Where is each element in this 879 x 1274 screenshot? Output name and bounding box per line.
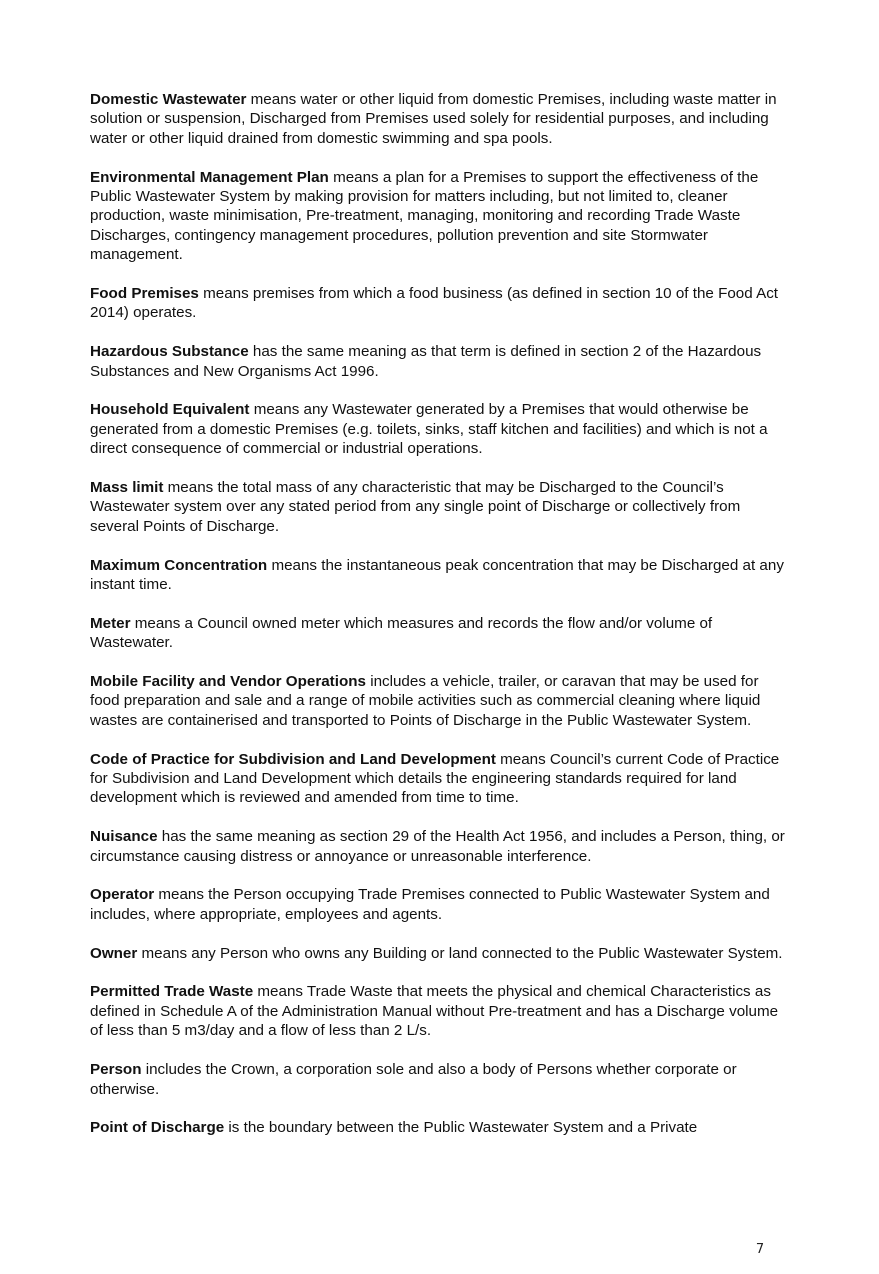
definition-term: Code of Practice for Subdivision and Land Development [90,750,496,768]
definition-nuisance [90,827,792,866]
definition-permitted-trade-waste [90,982,792,1040]
definition-term: Meter [90,614,131,632]
definition-text: includes the Crown, a corporation sole and also a body of Persons whether corporate or otherwise. [90,1061,737,1098]
definition-hazardous-substance [90,342,792,381]
definition-term: Mobile Facility and Vendor Operations [90,673,366,691]
definition-household-equivalent [90,400,792,458]
definition-text: means any Wastewater generated by a Premises that would otherwise be generated from a domestic Premises (e.g. toilets, sinks, staff kitchen and facilities) and which is not a direct consequence of commercial or industrial operations. [90,401,768,458]
page-number: 7 [755,1242,765,1257]
definition-text: means water or other liquid from domestic Premises, including waste matter in solution or suspension, Discharged from Premises used solely for residential purposes, and including water or other liquid drained from domestic swimming and spa pools. [90,91,777,147]
definition-text: means the total mass of any characteristic that may be Discharged to the Council’s Wastewater system over any stated period from any single point of Discharge or collectively from several Points of Discharge. [90,479,741,535]
definition-text: means Council’s current Code of Practice for Subdivision and Land Development which details the engineering standards required for land development which is reviewed and amended from time to time. [90,750,780,807]
definition-text: means the Person occupying Trade Premises connected to Public Wastewater System and includes, where appropriate, employees and agents. [90,886,770,923]
definition-text: means premises from which a food business (as defined in section 10 of the Food Act 2014) operates. [90,285,779,322]
definition-term: Owner [90,944,138,962]
definition-meter [90,614,792,653]
definition-text: means a plan for a Premises to support the effectiveness of the Public Wastewater System by making provision for matters including, but not limited to, cleaner production, waste minimisation, Pre-treatment, managing, monitoring and recording Trade Waste Discharges, contingency management procedures, pollution prevention and site Stormwater management. [90,168,759,264]
definition-term: Environmental Management Plan [90,168,329,186]
definition-mass-limit [90,478,792,536]
definition-term: Operator [90,886,155,904]
definition-term: Domestic Wastewater [90,91,247,108]
definition-food-premises [90,284,792,323]
definition-term: Point of Discharge [90,1119,225,1137]
definition-term: Nuisance [90,828,158,846]
definition-term: Food Premises [90,285,199,303]
definition-domestic-wastewater [90,90,792,148]
definition-term: Person [90,1061,142,1079]
definition-operator [90,885,792,924]
definition-text: is the boundary between the Public Wastewater System and a Private [224,1119,698,1137]
definition-mobile-facility [90,672,792,730]
definition-code-of-practice [90,750,792,808]
definition-term: Mass limit [90,479,164,497]
definition-text: means Trade Waste that meets the physical and chemical Characteristics as defined in Schedule A of the Administration Manual without Pre-treatment and has a Discharge volume of less than 5 m3/day and a flow of less than 2 L/s. [90,983,779,1040]
definition-term: Maximum Concentration [90,556,268,574]
definition-text: has the same meaning as that term is defined in section 2 of the Hazardous Substances and New Organisms Act 1996. [90,343,762,380]
definition-term: Permitted Trade Waste [90,983,254,1001]
definition-text: means any Person who owns any Building or land connected to the Public Wastewater System. [137,944,783,962]
definition-text: has the same meaning as section 29 of the Health Act 1956, and includes a Person, thing, or circumstance causing distress or annoyance or unreasonable interference. [90,828,785,865]
definition-text: means a Council owned meter which measures and records the flow and/or volume of Wastewater. [90,614,713,652]
definition-term: Hazardous Substance [90,343,249,361]
definition-text: means the instantaneous peak concentration that may be Discharged at any instant time. [90,556,784,594]
definition-text: includes a vehicle, trailer, or caravan that may be used for food preparation and sale and a range of mobile activities such as commercial cleaning where liquid wastes are containerised and transported to Points of Discharge in the Public Wastewater System. [90,673,761,729]
definition-term: Household Equivalent [90,401,250,419]
definition-point-of-discharge [90,1118,792,1137]
definition-person [90,1060,792,1099]
definitions-list [90,90,792,1157]
definition-environmental-management-plan [90,168,792,265]
definition-owner [90,944,792,963]
definition-maximum-concentration [90,556,792,595]
